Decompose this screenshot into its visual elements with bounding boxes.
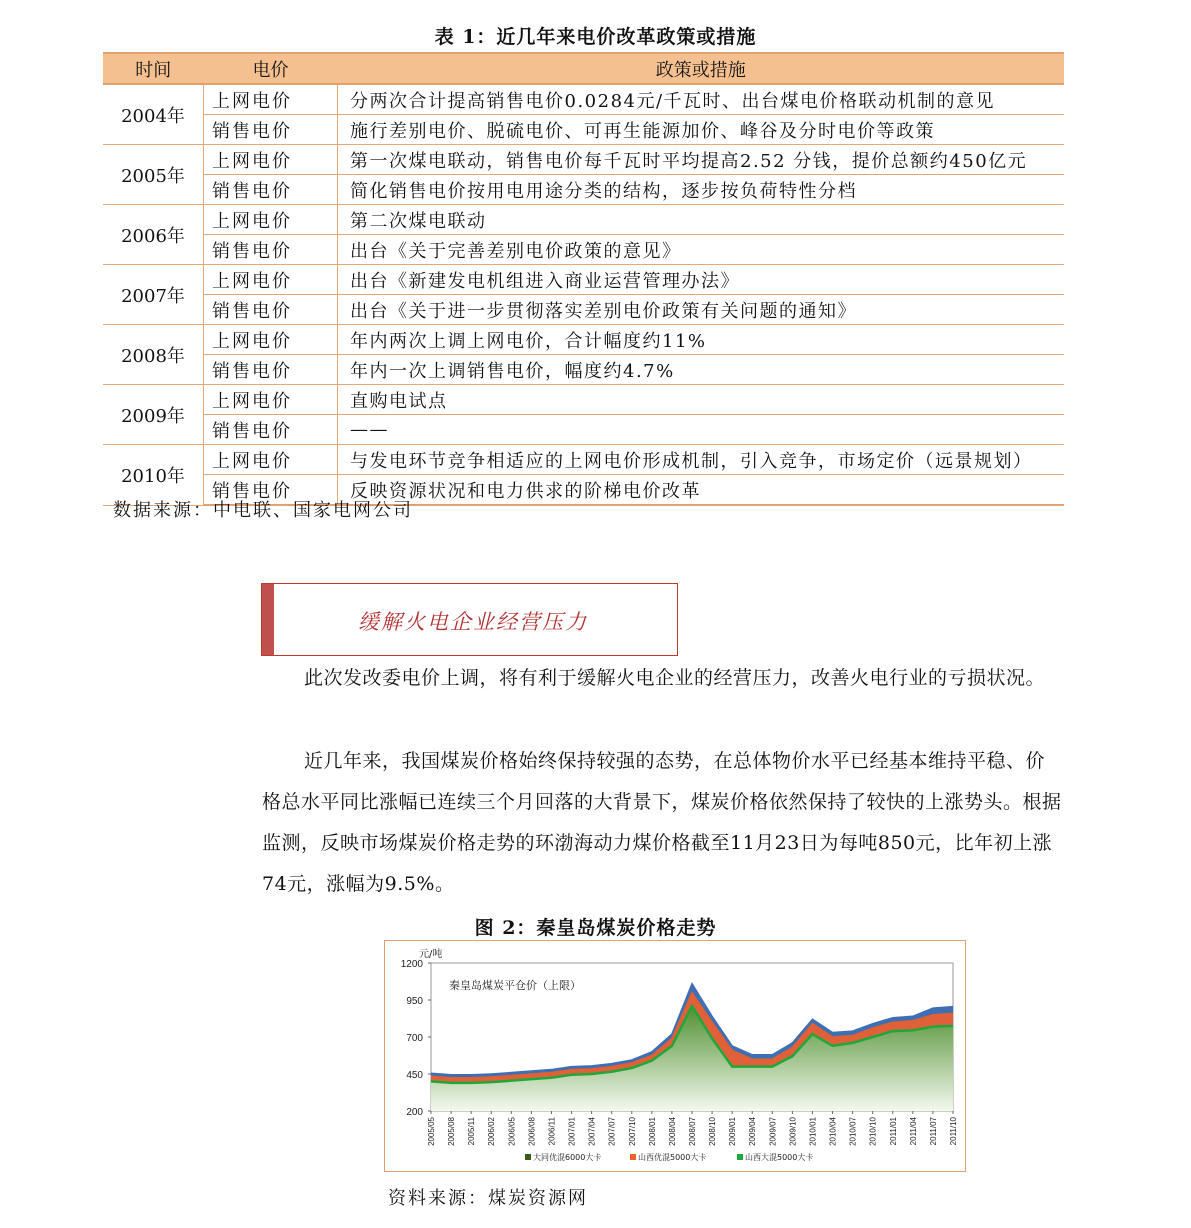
policy-cell: 年内一次上调销售电价，幅度约4.7%	[338, 355, 1065, 385]
section-accent-bar	[262, 584, 274, 655]
x-tick-label: 2011/10	[949, 1117, 958, 1146]
x-tick-label: 2006/11	[547, 1117, 557, 1146]
x-tick-label: 2007/04	[587, 1117, 597, 1146]
x-tick-label: 2009/10	[788, 1117, 798, 1146]
policy-cell: 施行差别电价、脱硫电价、可再生能源加价、峰谷及分时电价等政策	[338, 115, 1065, 145]
figure-caption: 图 2：秦皇岛煤炭价格走势	[474, 917, 717, 939]
x-tick-label: 2009/04	[748, 1117, 758, 1146]
policy-cell: 第一次煤电联动，销售电价每千瓦时平均提高2.52 分钱，提价总额约450亿元	[338, 145, 1065, 175]
table-source-note: 数据来源：中电联、国家电网公司	[113, 500, 413, 521]
price-type-cell: 销售电价	[204, 355, 338, 385]
table-row	[103, 325, 1064, 355]
header-policy: 政策或措施	[338, 53, 1065, 84]
table-row	[103, 115, 1064, 145]
x-tick-label: 2008/04	[667, 1117, 677, 1146]
coal-price-chart	[384, 940, 966, 1172]
x-tick-label: 2009/01	[728, 1117, 738, 1146]
paragraph-2	[262, 741, 1062, 905]
x-tick-label: 2008/10	[708, 1117, 718, 1146]
x-tick-label: 2007/10	[627, 1117, 637, 1146]
paragraph-text: 此次发改委电价上调，将有利于缓解火电企业的经营压力，改善火电行业的亏损状况。	[304, 667, 1046, 689]
policy-cell: 分两次合计提高销售电价0.0284元/千瓦时、出台煤电价格联动机制的意见	[338, 84, 1065, 115]
year-cell: 2008年	[103, 325, 204, 385]
table-row	[103, 175, 1064, 205]
price-type-cell: 上网电价	[204, 145, 338, 175]
price-type-cell: 销售电价	[204, 415, 338, 445]
year-cell: 2009年	[103, 385, 204, 445]
table-row	[103, 385, 1064, 415]
section-title: 缓解火电企业经营压力	[358, 610, 588, 634]
header-time: 时间	[103, 53, 204, 84]
chart-canvas	[385, 941, 965, 1171]
policy-cell: 出台《关于进一步贯彻落实差别电价政策有关问题的通知》	[338, 295, 1065, 325]
x-tick-label: 2011/07	[928, 1117, 938, 1146]
year-cell: 2006年	[103, 205, 204, 265]
table-row	[103, 235, 1064, 265]
x-tick-label: 2005/05	[427, 1117, 436, 1146]
x-tick-label: 2008/07	[688, 1117, 697, 1146]
x-tick-label: 2007/01	[567, 1117, 577, 1146]
table-row	[103, 355, 1064, 385]
price-type-cell: 上网电价	[204, 325, 338, 355]
table-row	[103, 415, 1064, 445]
y-tick-label: 450	[406, 1070, 423, 1081]
year-cell: 2010年	[103, 445, 204, 506]
price-type-cell: 销售电价	[204, 475, 338, 506]
policy-cell: 简化销售电价按用电用途分类的结构，逐步按负荷特性分档	[338, 175, 1065, 205]
x-tick-label: 2010/10	[868, 1117, 878, 1146]
x-tick-label: 2010/04	[828, 1117, 838, 1146]
header-price: 电价	[204, 53, 338, 84]
policy-cell: 反映资源状况和电力供求的阶梯电价改革	[338, 475, 1065, 506]
table-row	[103, 145, 1064, 175]
policy-cell: ——	[338, 415, 1065, 445]
table-row	[103, 295, 1064, 325]
price-type-cell: 上网电价	[204, 265, 338, 295]
figure-source-note: 资料来源：煤炭资源网	[388, 1188, 588, 1209]
policy-cell: 第二次煤电联动	[338, 205, 1065, 235]
year-cell: 2007年	[103, 265, 204, 325]
policy-table	[103, 52, 1064, 506]
year-cell: 2004年	[103, 84, 204, 145]
x-tick-label: 2011/01	[888, 1117, 898, 1146]
x-tick-label: 2007/07	[607, 1117, 617, 1146]
x-tick-label: 2006/02	[487, 1117, 497, 1146]
y-tick-label: 200	[406, 1107, 423, 1118]
legend-label: 山西优混5000大卡	[638, 1153, 707, 1162]
price-type-cell: 销售电价	[204, 175, 338, 205]
policy-cell: 与发电环节竞争相适应的上网电价形成机制，引入竞争，市场定价（远景规划）	[338, 445, 1065, 475]
policy-cell: 出台《新建发电机组进入商业运营管理办法》	[338, 265, 1065, 295]
year-cell: 2005年	[103, 145, 204, 205]
policy-cell: 出台《关于完善差别电价政策的意见》	[338, 235, 1065, 265]
x-tick-label: 2008/01	[647, 1117, 657, 1146]
x-tick-label: 2005/11	[467, 1117, 477, 1146]
paragraph-text: 近几年来，我国煤炭价格始终保持较强的态势，在总体物价水平已经基本维持平稳、价格总水平同比涨幅已连续三个月回落的大背景下，煤炭价格依然保持了较快的上涨势头。根据监测，反映市场煤炭价格走势的环渤海动力煤价格截至11月23日为每吨850元，比年初上涨74元，涨幅为9.5%。	[262, 750, 1062, 895]
chart-title: 秦皇岛煤炭平仓价（上限）	[449, 979, 581, 992]
x-tick-label: 2009/07	[768, 1117, 778, 1146]
x-tick-label: 2010/01	[808, 1117, 818, 1146]
x-tick-label: 2010/07	[848, 1117, 858, 1146]
price-type-cell: 销售电价	[204, 295, 338, 325]
table-caption: 表 1：近几年来电价改革政策或措施	[434, 26, 757, 48]
y-axis-label: 元/吨	[419, 949, 443, 960]
y-tick-label: 700	[406, 1033, 423, 1044]
price-type-cell: 上网电价	[204, 205, 338, 235]
price-type-cell: 上网电价	[204, 385, 338, 415]
section-heading-box	[261, 583, 678, 656]
table-row	[103, 84, 1064, 115]
legend-swatch	[525, 1154, 531, 1160]
price-type-cell: 销售电价	[204, 235, 338, 265]
policy-cell: 年内两次上调上网电价，合计幅度约11%	[338, 325, 1065, 355]
policy-cell: 直购电试点	[338, 385, 1065, 415]
table-row	[103, 265, 1064, 295]
legend-label: 山西大混5000大卡	[745, 1153, 814, 1162]
table-header-row	[103, 53, 1064, 84]
price-type-cell: 上网电价	[204, 445, 338, 475]
table-row	[103, 445, 1064, 475]
x-tick-label: 2011/04	[908, 1117, 918, 1146]
x-tick-label: 2005/08	[447, 1117, 457, 1146]
y-tick-label: 1200	[400, 959, 423, 970]
legend-swatch	[737, 1154, 743, 1160]
x-tick-label: 2006/05	[507, 1117, 517, 1146]
price-type-cell: 上网电价	[204, 84, 338, 115]
paragraph-1	[262, 658, 1062, 699]
y-tick-label: 950	[406, 996, 423, 1007]
x-tick-label: 2006/08	[527, 1117, 537, 1146]
table-row	[103, 205, 1064, 235]
legend-swatch	[630, 1154, 636, 1160]
legend-label: 大同优混6000大卡	[533, 1153, 602, 1162]
price-type-cell: 销售电价	[204, 115, 338, 145]
